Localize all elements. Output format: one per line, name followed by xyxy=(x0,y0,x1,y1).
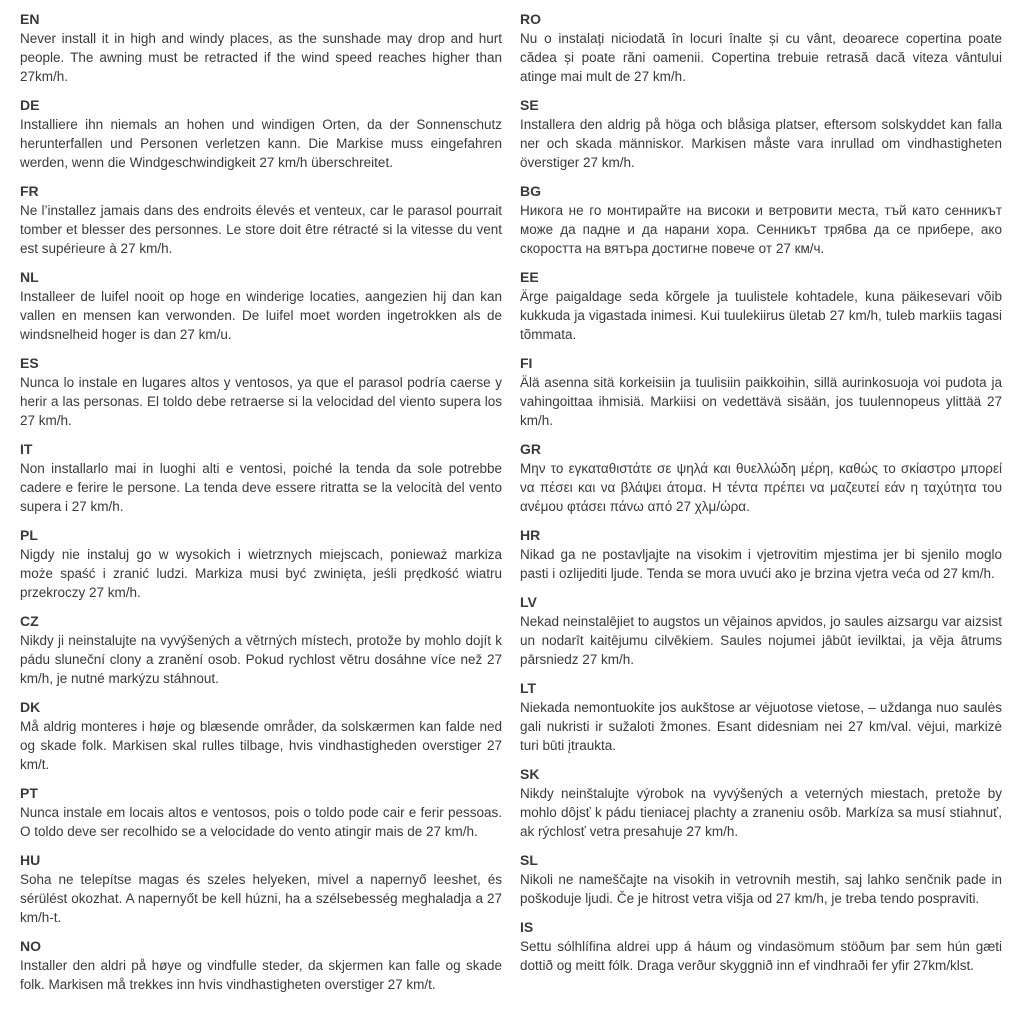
language-entry-dk xyxy=(20,698,502,774)
language-code: SL xyxy=(520,852,538,868)
language-code: LV xyxy=(520,594,537,610)
language-entry-gr xyxy=(520,440,1002,516)
language-code: PT xyxy=(20,785,38,801)
language-entry-se xyxy=(520,96,1002,172)
language-code: BG xyxy=(520,183,541,199)
language-entry-pt xyxy=(20,784,502,841)
language-code: RO xyxy=(520,11,541,27)
language-code: HR xyxy=(520,527,541,543)
instruction-text: Installera den aldrig på höga och blåsiga platser, eftersom solskyddet kan falla ner och skada människor. Markisen måste vara inrullad om vindhastigheten överstiger 27 km/h. xyxy=(520,117,1002,170)
instruction-text: Nikoli ne nameščajte na visokih in vetrovnih mestih, saj lahko senčnik pade in poškoduje ljudi. Če je hitrost vetra višja od 27 km/h, je treba tendo pospraviti. xyxy=(520,872,1002,906)
language-entry-ee xyxy=(520,268,1002,344)
instruction-text: Installeer de luifel nooit op hoge en winderige locaties, aangezien hij dan kan vallen en mensen kan verwonden. De luifel moet worden ingetrokken als de windsnelheid hoger is dan 27 km/u. xyxy=(20,289,502,342)
instruction-text: Installer den aldri på høye og vindfulle steder, da skjermen kan falle og skade folk. Markisen må trekkes inn hvis vindhastigheten overstiger 27 km/t. xyxy=(20,958,502,992)
language-code: FR xyxy=(20,183,39,199)
language-code: CZ xyxy=(20,613,39,629)
instruction-text: Älä asenna sitä korkeisiin ja tuulisiin paikkoihin, sillä aurinkosuoja voi pudota ja vahingoittaa ihmisiä. Markiisi on vedettävä sisään, jos tuulennopeus ylittää 27 km/h. xyxy=(520,375,1002,428)
language-code: PL xyxy=(20,527,38,543)
instruction-text: Nikdy ji neinstalujte na vyvýšených a větrných místech, protože by mohlo dojít k pádu sluneční clony a zranění osob. Pokud rychlost větru dosáhne více než 27 km/h, je nutné markýzu stáhnout. xyxy=(20,633,502,686)
language-code: ES xyxy=(20,355,39,371)
language-code: NO xyxy=(20,938,41,954)
language-entry-pl xyxy=(20,526,502,602)
instruction-text: Μην το εγκαταθιστάτε σε ψηλά και θυελλώδη μέρη, καθώς το σκίαστρο μπορεί να πέσει και να βλάψει άτομα. Η τέντα πρέπει να μαζευτεί εάν η ταχύτητα του ανέμου φτάσει πάνω από 27 χλμ/ώρα. xyxy=(520,461,1002,514)
language-code: DE xyxy=(20,97,40,113)
language-entry-ro xyxy=(520,10,1002,86)
instruction-text: Never install it in high and windy places, as the sunshade may drop and hurt people. The awning must be retracted if the wind speed reaches higher than 27km/h. xyxy=(20,31,502,84)
instruction-text: Nunca instale em locais altos e ventosos, pois o toldo pode cair e ferir pessoas. O toldo deve ser recolhido se a velocidade do vento atingir mais de 27 km/h. xyxy=(20,805,502,839)
instruction-text: Må aldrig monteres i høje og blæsende områder, da solskærmen kan falde ned og skade folk. Markisen skal rulles tilbage, hvis vindhastigheden overstiger 27 km/t. xyxy=(20,719,502,772)
language-entry-hr xyxy=(520,526,1002,583)
instruction-text: Installiere ihn niemals an hohen und windigen Orten, da der Sonnenschutz herunterfallen und Personen verletzen kann. Die Markise muss eingefahren werden, wenn die Windgeschwindigkeit 27 km/h überschreitet. xyxy=(20,117,502,170)
language-entry-it xyxy=(20,440,502,516)
instruction-text: Non installarlo mai in luoghi alti e ventosi, poiché la tenda da sole potrebbe cadere e ferire le persone. La tenda deve essere ritratta se la velocità del vento supera i 27 km/h. xyxy=(20,461,502,514)
instruction-text: Ärge paigaldage seda kõrgele ja tuulistele kohtadele, kuna päikesevari võib kukkuda ja vigastada inimesi. Kui tuulekiirus ületab 27 km/h, tuleb markiis tagasi tõmmata. xyxy=(520,289,1002,342)
language-code: FI xyxy=(520,355,533,371)
left-column xyxy=(20,10,502,1014)
language-entry-de xyxy=(20,96,502,172)
language-entry-en xyxy=(20,10,502,86)
language-code: LT xyxy=(520,680,537,696)
language-entry-bg xyxy=(520,182,1002,258)
language-entry-sl xyxy=(520,851,1002,908)
language-code: NL xyxy=(20,269,39,285)
language-entry-lt xyxy=(520,679,1002,755)
language-entry-fi xyxy=(520,354,1002,430)
language-code: SE xyxy=(520,97,539,113)
instruction-text: Nikad ga ne postavljajte na visokim i vjetrovitim mjestima jer bi sjenilo moglo pasti i ozlijediti ljude. Tenda se mora uvući ako je brzina vjetra veća od 27 km/h. xyxy=(520,547,1002,581)
instruction-text: Nunca lo instale en lugares altos y ventosos, ya que el parasol podría caerse y herir a las personas. El toldo debe retraerse si la velocidad del viento supera los 27 km/h. xyxy=(20,375,502,428)
language-entry-fr xyxy=(20,182,502,258)
language-code: EE xyxy=(520,269,539,285)
instruction-text: Nu o instalați niciodată în locuri înalte și cu vânt, deoarece copertina poate cădea și poate răni oamenii. Copertina trebuie retrasă dacă viteza vântului atinge mai mult de 27 km/h. xyxy=(520,31,1002,84)
language-entry-nl xyxy=(20,268,502,344)
language-code: GR xyxy=(520,441,541,457)
instruction-text: Niekada nemontuokite jos aukštose ar vėjuotose vietose, – uždanga nuo saulės gali nukristi ir sužaloti žmones. Esant didesniam nei 27 km/val. vėjui, markizė turi būti įtraukta. xyxy=(520,700,1002,753)
instruction-text: Nigdy nie instaluj go w wysokich i wietrznych miejscach, ponieważ markiza może spaść i zranić ludzi. Markiza musi być zwinięta, jeśli prędkość wiatru przekroczy 27 km/h. xyxy=(20,547,502,600)
instruction-text: Nekad neinstalējiet to augstos un vējainos apvidos, jo saules aizsargu var aizsist un nodarīt kaitējumu cilvēkiem. Saules nojumei jābūt ievilktai, ja vēja ātrums pārsniedz 27 km/h. xyxy=(520,614,1002,667)
language-code: HU xyxy=(20,852,41,868)
instruction-text: Никога не го монтирайте на високи и ветровити места, тъй като сенникът може да падне и да нарани хора. Сенникът трябва да се прибере, ако скоростта на вятъра достигне повече от 27 км/ч. xyxy=(520,203,1002,256)
language-entry-hu xyxy=(20,851,502,927)
instruction-text: Settu sólhlífina aldrei upp á háum og vindasömum stöðum þar sem hún gæti dottið og meitt fólk. Draga verður skyggnið inn ef vindhraði fer yfir 27km/klst. xyxy=(520,939,1002,973)
instruction-text: Ne l’installez jamais dans des endroits élevés et venteux, car le parasol pourrait tomber et blesser des personnes. Le store doit être rétracté si la vitesse du vent est supérieure à 27 km/h. xyxy=(20,203,502,256)
language-code: IS xyxy=(520,919,534,935)
instruction-text: Nikdy neinštalujte výrobok na vyvýšených a veterných miestach, pretože by mohlo dôjsť k pádu tieniacej plachty a zraneniu osôb. Markíza sa musí stiahnuť, ak rýchlosť vetra presahuje 27 km/h. xyxy=(520,786,1002,839)
language-entry-lv xyxy=(520,593,1002,669)
language-entry-no xyxy=(20,937,502,994)
instruction-text: Soha ne telepítse magas és szeles helyeken, mivel a napernyő leeshet, és sérülést okozhat. A napernyőt be kell húzni, ha a szélsebesség meghaladja a 27 km/h-t. xyxy=(20,872,502,925)
language-entry-es xyxy=(20,354,502,430)
language-entry-cz xyxy=(20,612,502,688)
right-column xyxy=(520,10,1002,1014)
language-code: SK xyxy=(520,766,540,782)
language-entry-sk xyxy=(520,765,1002,841)
language-code: IT xyxy=(20,441,33,457)
language-entry-is xyxy=(520,918,1002,975)
language-code: DK xyxy=(20,699,41,715)
language-code: EN xyxy=(20,11,40,27)
